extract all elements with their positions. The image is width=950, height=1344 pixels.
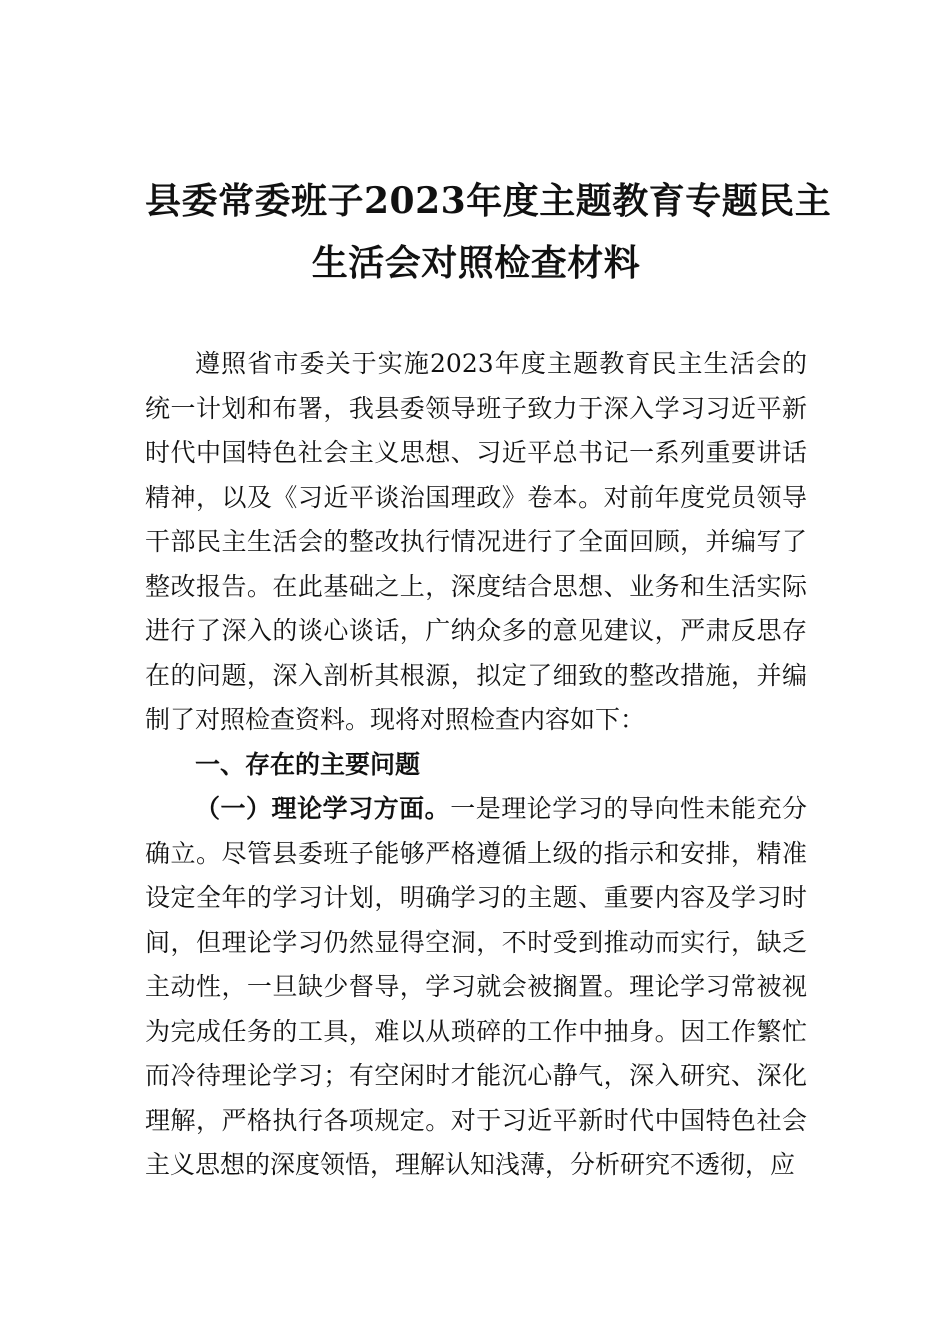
document-page (145, 170, 832, 1188)
section-heading: 一、存在的主要问题 (195, 749, 421, 779)
subsection-text: 一是理论学习的导向性未能充分确立。尽管县委班子能够严格遵循上级的指示和安排，精准设定全年的学习计划，明确学习的主题、重要内容及学习时间，但理论学习仍然显得空洞，不时受到推动而实行，缺乏主动性，一旦缺少督导，学习就会被搁置。理论学习常被视为完成任务的工具，难以从琐碎的工作中抽身。因工作繁忙而冷待理论学习；有空闲时才能沉心静气，深入研究、深化理解，严格执行各项规定。对于习近平新时代中国特色社会主义思想的深度领悟，理解认知浅薄，分析研究不透彻，应 (145, 794, 807, 1179)
title-line-1: 县委常委班子2023年度主题教育专题民主 (145, 180, 832, 222)
subsection-paragraph (145, 787, 807, 1188)
document-body (145, 342, 807, 1188)
subsection-heading: （一）理论学习方面。 (195, 794, 451, 823)
title-line-2: 生活会对照检查材料 (311, 242, 641, 284)
document-title (145, 170, 832, 294)
intro-paragraph: 遵照省市委关于实施2023年度主题教育民主生活会的统一计划和布署，我县委领导班子致力于深入学习习近平新时代中国特色社会主义思想、习近平总书记一系列重要讲话精神，以及《习近平谈治国理政》卷本。对前年度党员领导干部民主生活会的整改执行情况进行了全面回顾，并编写了整改报告。在此基础之上，深度结合思想、业务和生活实际进行了深入的谈心谈话，广纳众多的意见建议，严肃反思存在的问题，深入剖析其根源，拟定了细致的整改措施，并编制了对照检查资料。现将对照检查内容如下： (145, 349, 807, 734)
